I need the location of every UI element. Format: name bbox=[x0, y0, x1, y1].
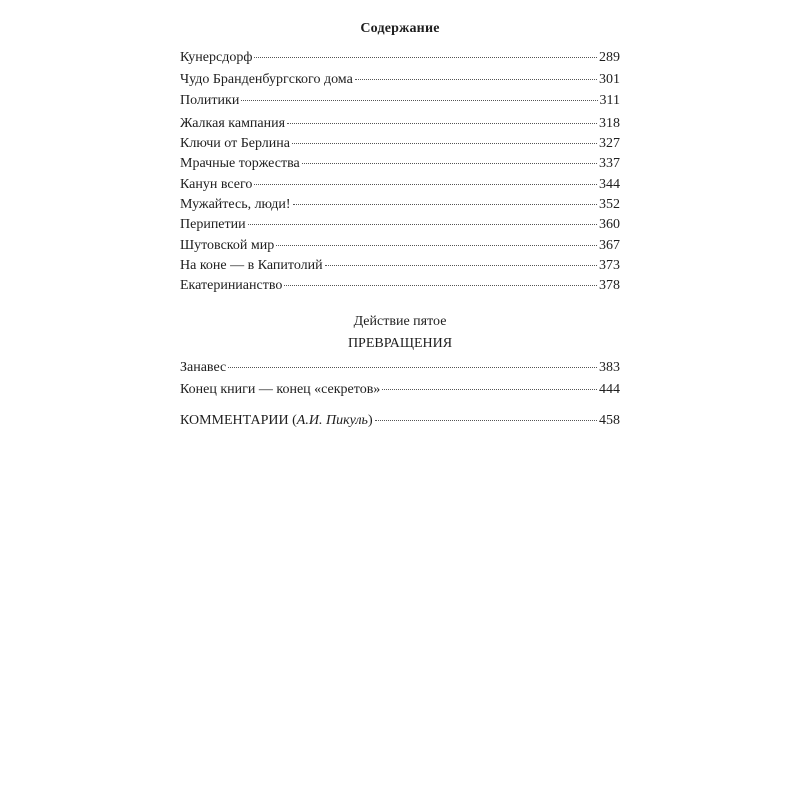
toc-entry-label: Кунерсдорф bbox=[180, 50, 253, 65]
toc-entry bbox=[180, 134, 620, 154]
dot-leader bbox=[302, 163, 597, 164]
toc-entry bbox=[180, 215, 620, 235]
toc-entry-label: Канун всего bbox=[180, 177, 253, 192]
toc-entry-page: 311 bbox=[599, 93, 620, 108]
act-name: ПРЕВРАЩЕНИЯ bbox=[347, 336, 453, 351]
toc-entry bbox=[180, 380, 620, 400]
toc-entry-label: Занавес bbox=[180, 360, 227, 375]
toc-entry-page: 458 bbox=[599, 413, 620, 428]
toc-entry bbox=[180, 276, 620, 296]
toc-entry bbox=[180, 91, 620, 111]
dot-leader bbox=[248, 224, 597, 225]
toc-entry-label: Перипетии bbox=[180, 217, 246, 232]
toc-entry-page: 344 bbox=[599, 177, 620, 192]
dot-leader bbox=[355, 79, 597, 80]
toc-entry-label: Чудо Бранденбургского дома bbox=[180, 72, 353, 87]
toc-entry-page: 289 bbox=[599, 50, 620, 65]
toc-entry-page: 444 bbox=[599, 382, 620, 397]
comments-label-main: КОММЕНТАРИИ ( bbox=[180, 413, 297, 428]
toc-entry-label: Шутовской мир bbox=[180, 238, 275, 253]
toc-entry-label: Жалкая кампания bbox=[180, 116, 286, 131]
dot-leader bbox=[284, 285, 597, 286]
dot-leader bbox=[382, 389, 597, 390]
toc-entry-page: 373 bbox=[599, 258, 620, 273]
dot-leader bbox=[325, 265, 597, 266]
toc-entry bbox=[180, 175, 620, 195]
act-subtitle: Действие пятое bbox=[353, 314, 447, 329]
toc-entry bbox=[180, 154, 620, 174]
dot-leader bbox=[287, 123, 597, 124]
toc-entry-label: На коне — в Капитолий bbox=[180, 258, 323, 273]
dot-leader bbox=[228, 367, 597, 368]
toc-entry-label bbox=[180, 411, 373, 431]
toc-entry-page: 337 bbox=[599, 156, 620, 171]
toc-entry bbox=[180, 195, 620, 215]
comments-label-close: ) bbox=[367, 413, 373, 428]
toc-entry bbox=[180, 236, 620, 256]
toc-entry-page: 367 bbox=[599, 238, 620, 253]
dot-leader bbox=[276, 245, 597, 246]
toc-entry-page: 301 bbox=[599, 72, 620, 87]
dot-leader bbox=[241, 100, 597, 101]
toc-entry bbox=[180, 114, 620, 134]
toc-entry-comments bbox=[180, 411, 620, 431]
toc-entry-page: 318 bbox=[599, 116, 620, 131]
toc-entry-page: 360 bbox=[599, 217, 620, 232]
toc-entry-label: Екатеринианство bbox=[180, 278, 283, 293]
toc-entry-page: 383 bbox=[599, 360, 620, 375]
comments-author: А.И. Пикуль bbox=[296, 413, 368, 428]
toc-entry bbox=[180, 70, 620, 90]
toc-entry-page: 327 bbox=[599, 136, 620, 151]
toc-entry-label: Мужайтесь, люди! bbox=[180, 197, 291, 212]
page-title: Содержание bbox=[360, 21, 440, 36]
toc-entry bbox=[180, 256, 620, 276]
dot-leader bbox=[375, 420, 597, 421]
dot-leader bbox=[254, 184, 597, 185]
toc-entry-page: 352 bbox=[599, 197, 620, 212]
toc-entry-label: Мрачные торжества bbox=[180, 156, 300, 171]
toc-entry-label: Ключи от Берлина bbox=[180, 136, 290, 151]
toc-entry bbox=[180, 48, 620, 68]
dot-leader bbox=[292, 143, 597, 144]
toc-entry-page: 378 bbox=[599, 278, 620, 293]
toc-entry bbox=[180, 358, 620, 378]
dot-leader bbox=[293, 204, 597, 205]
dot-leader bbox=[254, 57, 597, 58]
toc-entry-label: Политики bbox=[180, 93, 240, 108]
toc-entry-label: Конец книги — конец «секретов» bbox=[180, 382, 381, 397]
